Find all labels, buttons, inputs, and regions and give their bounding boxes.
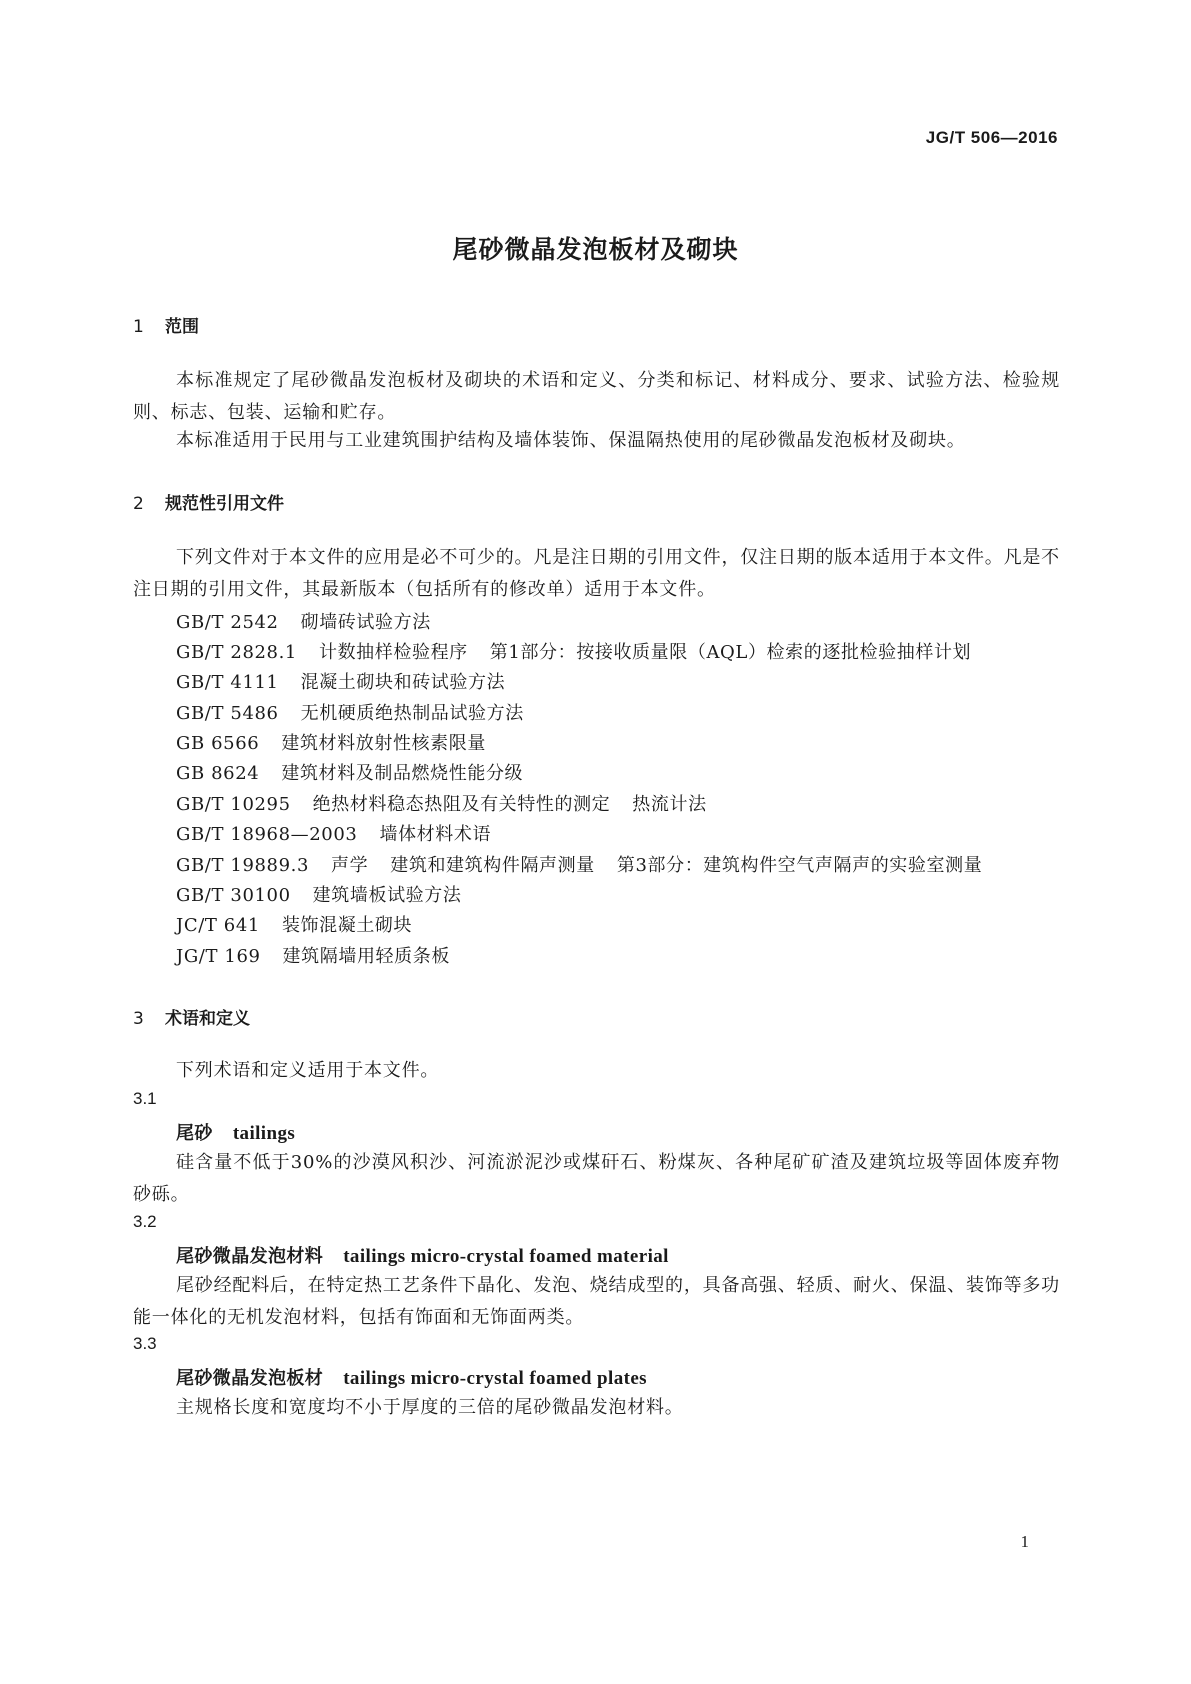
page-number: 1 [1020,1532,1029,1551]
term-heading [176,1364,647,1390]
reference-code: JC/T 641 [176,915,260,936]
reference-title: 建筑隔墙用轻质条板 [282,946,450,967]
term-english: tailings micro-crystal foamed plates [343,1368,647,1389]
reference-title: 建筑材料放射性核素限量 [281,733,486,754]
reference-item [176,668,505,694]
reference-item [176,851,982,877]
reference-item [176,942,450,968]
reference-code: GB/T 4111 [176,672,279,693]
standard-code: JG/T 506—2016 [925,128,1058,147]
reference-title: 建筑材料及制品燃烧性能分级 [281,763,524,784]
reference-code: JG/T 169 [176,946,261,967]
section-number: 1 [133,317,144,337]
term-definition: 硅含量不低于30%的沙漠风积沙、河流淤泥沙或煤矸石、粉煤灰、各种尾矿矿渣及建筑垃圾等固体废弃物砂砾。 [133,1152,1060,1205]
section-2-heading [133,489,284,514]
reference-code: GB/T 18968—2003 [176,824,358,845]
reference-item [176,699,524,725]
scope-paragraph-2: 本标准适用于民用与工业建筑围护结构及墙体装饰、保温隔热使用的尾砂微晶发泡板材及砌块。 [176,430,966,451]
section-1-heading [133,312,199,337]
section-number: 2 [133,494,144,514]
reference-code: GB 8624 [176,763,260,784]
term-english: tailings micro-crystal foamed material [343,1246,669,1267]
reference-subtitle: 建筑和建筑构件隔声测量 [390,855,595,876]
section-3-heading [133,1004,250,1029]
reference-code: GB/T 30100 [176,885,291,906]
reference-item [176,638,971,664]
reference-code: GB 6566 [176,733,260,754]
section-title: 规范性引用文件 [165,494,284,514]
reference-subtitle: 热流计法 [632,794,707,815]
document-title: 尾砂微晶发泡板材及砌块 [452,235,739,264]
reference-title: 计数抽样检验程序 [318,642,468,663]
references-intro-paragraph: 下列文件对于本文件的应用是必不可少的。凡是注日期的引用文件，仅注日期的版本适用于本文件。凡是不注日期的引用文件，其最新版本（包括所有的修改单）适用于本文件。 [133,547,1060,600]
term-definition: 主规格长度和宽度均不小于厚度的三倍的尾砂微晶发泡材料。 [176,1397,684,1418]
reference-item [176,820,491,846]
term-chinese: 尾砂 [176,1123,213,1144]
scope-paragraph-1: 本标准规定了尾砂微晶发泡板材及砌块的术语和定义、分类和标记、材料成分、要求、试验方法、检验规则、标志、包装、运输和贮存。 [133,370,1060,423]
term-number: 3.1 [133,1089,157,1108]
reference-title: 声学 [331,855,369,876]
reference-title: 建筑墙板试验方法 [312,885,462,906]
reference-part-title: 第3部分：建筑构件空气声隔声的实验室测量 [616,855,983,876]
reference-code: GB/T 2542 [176,612,279,633]
reference-title: 绝热材料稳态热阻及有关特性的测定 [312,794,611,815]
term-chinese: 尾砂微晶发泡板材 [176,1368,324,1389]
term-heading [176,1119,295,1145]
term-definition: 尾砂经配料后，在特定热工艺条件下晶化、发泡、烧结成型的，具备高强、轻质、耐火、保温、装饰等多功能一体化的无机发泡材料，包括有饰面和无饰面两类。 [133,1275,1060,1328]
reference-title: 墙体材料术语 [379,824,492,845]
reference-item [176,759,523,785]
reference-item [176,881,461,907]
reference-item [176,790,707,816]
reference-title: 砌墙砖试验方法 [300,612,431,633]
reference-code: GB/T 5486 [176,703,279,724]
reference-code: GB/T 2828.1 [176,642,297,663]
section-number: 3 [133,1009,144,1029]
term-english: tailings [232,1123,296,1144]
section-title: 术语和定义 [165,1009,250,1029]
reference-title: 装饰混凝土砌块 [281,915,413,936]
reference-title: 无机硬质绝热制品试验方法 [300,703,524,724]
section-title: 范围 [165,317,199,337]
reference-subtitle: 第1部分：按接收质量限（AQL）检索的逐批检验抽样计划 [489,642,972,663]
term-heading [176,1242,669,1268]
reference-item [176,608,431,634]
terms-intro-paragraph: 下列术语和定义适用于本文件。 [176,1060,440,1081]
term-number: 3.3 [133,1334,157,1353]
reference-code: GB/T 19889.3 [176,855,310,876]
reference-item [176,911,412,937]
reference-title: 混凝土砌块和砖试验方法 [300,672,506,693]
reference-item [176,729,486,755]
term-number: 3.2 [133,1212,157,1231]
reference-code: GB/T 10295 [176,794,291,815]
term-chinese: 尾砂微晶发泡材料 [176,1246,324,1267]
